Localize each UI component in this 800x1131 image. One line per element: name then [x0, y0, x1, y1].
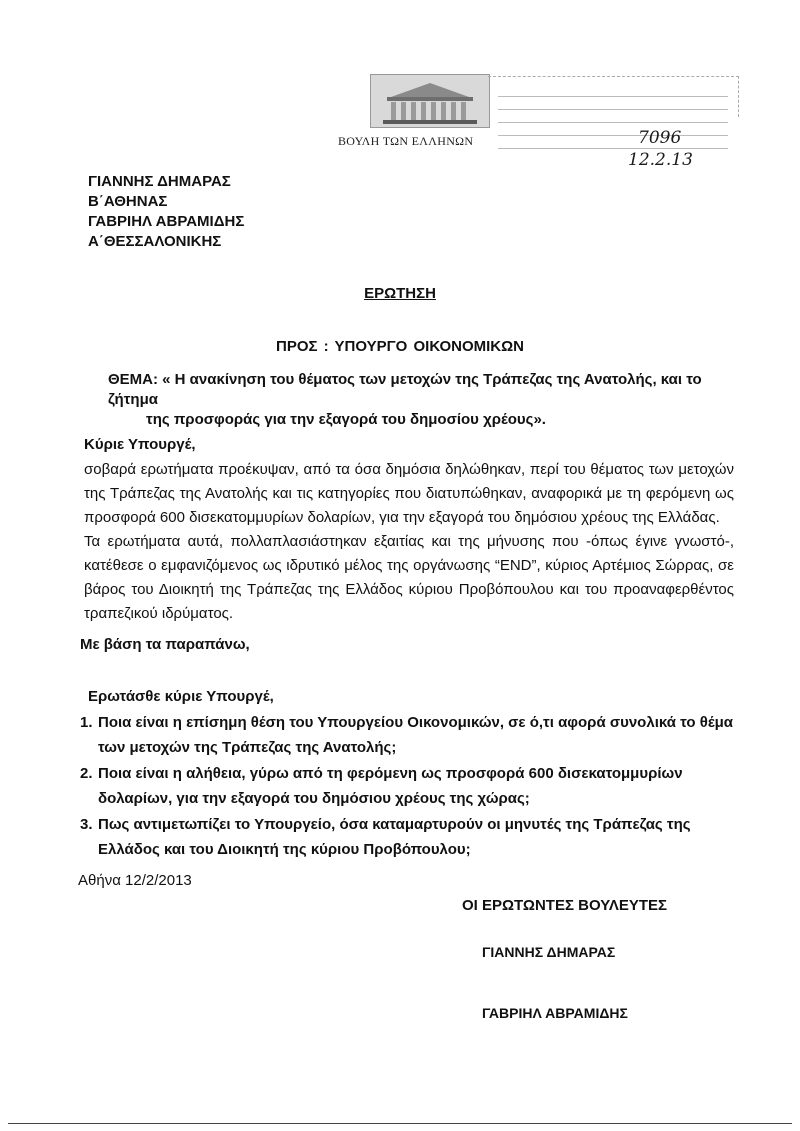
- body-text: [84, 458, 734, 626]
- signer-name: ΓΑΒΡΙΗΛ ΑΒΡΑΜΙΔΗΣ: [482, 1005, 628, 1021]
- question-number: 3.: [80, 816, 93, 833]
- author-name: ΓΑΒΡΙΗΛ ΑΒΡΑΜΙΔΗΣ: [88, 213, 245, 230]
- signer-name: ΓΙΑΝΝΗΣ ΔΗΜΑΡΑΣ: [482, 944, 616, 960]
- parliament-name: ΒΟΥΛΗ ΤΩΝ ΕΛΛΗΝΩΝ: [338, 134, 474, 148]
- authors-block: [88, 172, 244, 252]
- document-title: ΕΡΩΤΗΣΗ: [364, 285, 436, 302]
- salutation: Κύριε Υπουργέ,: [84, 436, 196, 453]
- body-paragraph: Τα ερωτήματα αυτά, πολλαπλασιάστηκαν εξαιτίας και της μήνυσης που -όπως έγινε γνωστό-, κατέθεσε ο εμφανιζόμενος ως ιδρυτικό μέλος της οργάνωσης “END”, κύριος Αρτέμιος Σώρρας, σε βάρος του Διοικητή της Τράπεζας της Ελλάδος κύριου Προβόπουλου και του προαναφερθέντος τραπεζικού ιδρύματος.: [84, 533, 734, 622]
- question-text: Πως αντιμετωπίζει το Υπουργείο, όσα καταμαρτυρούν οι μηνυτές της Τράπεζας της Ελλάδος και του Διοικητή της κύριου Προβόπουλου;: [98, 816, 691, 858]
- signers-title: ΟΙ ΕΡΩΤΩΝΤΕΣ ΒΟΥΛΕΥΤΕΣ: [462, 897, 668, 914]
- based-on-line: Με βάση τα παραπάνω,: [80, 636, 250, 653]
- question-intro: Ερωτάσθε κύριε Υπουργέ,: [88, 688, 274, 705]
- recipient-line: ΠΡΟΣ : ΥΠΟΥΡΓΟ ΟΙΚΟΝΟΜΙΚΩΝ: [275, 338, 524, 355]
- author-name: ΓΙΑΝΝΗΣ ΔΗΜΑΡΑΣ: [88, 173, 231, 190]
- question-number: 2.: [80, 765, 93, 782]
- author-constituency: Β΄ΑΘΗΝΑΣ: [88, 193, 168, 210]
- parliament-stamp: [338, 68, 740, 170]
- subject-block: [108, 370, 748, 430]
- page-bottom-rule: [8, 1123, 792, 1124]
- place-date: Αθήνα 12/2/2013: [78, 872, 192, 889]
- questions-list: [80, 710, 740, 863]
- protocol-stamp-lines: [498, 84, 728, 168]
- parliament-building-logo: [370, 74, 490, 128]
- subject-line: ΘΕΜΑ: « Η ανακίνηση του θέματος των μετοχών της Τράπεζας της Ανατολής, και το ζήτημα: [108, 371, 702, 408]
- body-paragraph: σοβαρά ερωτήματα προέκυψαν, από τα όσα δημόσια δηλώθηκαν, περί του θέματος των μετοχών της Τράπεζας της Ανατολής και τις κατηγορίες που διατυπώθηκαν, αναφορικά με τη φερόμενη ως προσφορά 600 δισεκατομμυρίων δολαρίων, για την εξαγορά του δημόσιου χρέους της Ελλάδας.: [84, 461, 734, 526]
- question-item: [80, 812, 740, 862]
- question-item: [80, 761, 740, 811]
- subject-line: της προσφοράς για την εξαγορά του δημοσίου χρέους».: [146, 411, 546, 428]
- question-text: Ποια είναι η αλήθεια, γύρω από τη φερόμενη ως προσφορά 600 δισεκατομμυρίων δολαρίων, για την εξαγορά του δημόσιου χρέους της χώρας;: [98, 765, 683, 807]
- author-constituency: Α΄ΘΕΣΣΑΛΟΝΙΚΗΣ: [88, 233, 222, 250]
- protocol-number: 7096: [638, 128, 682, 148]
- question-number: 1.: [80, 714, 93, 731]
- protocol-date: 12.2.13: [628, 150, 693, 170]
- question-text: Ποια είναι η επίσημη θέση του Υπουργείου Οικονομικών, σε ό,τι αφορά συνολικά το θέμα των μετοχών της Τράπεζας της Ανατολής;: [98, 714, 733, 756]
- question-item: [80, 710, 740, 760]
